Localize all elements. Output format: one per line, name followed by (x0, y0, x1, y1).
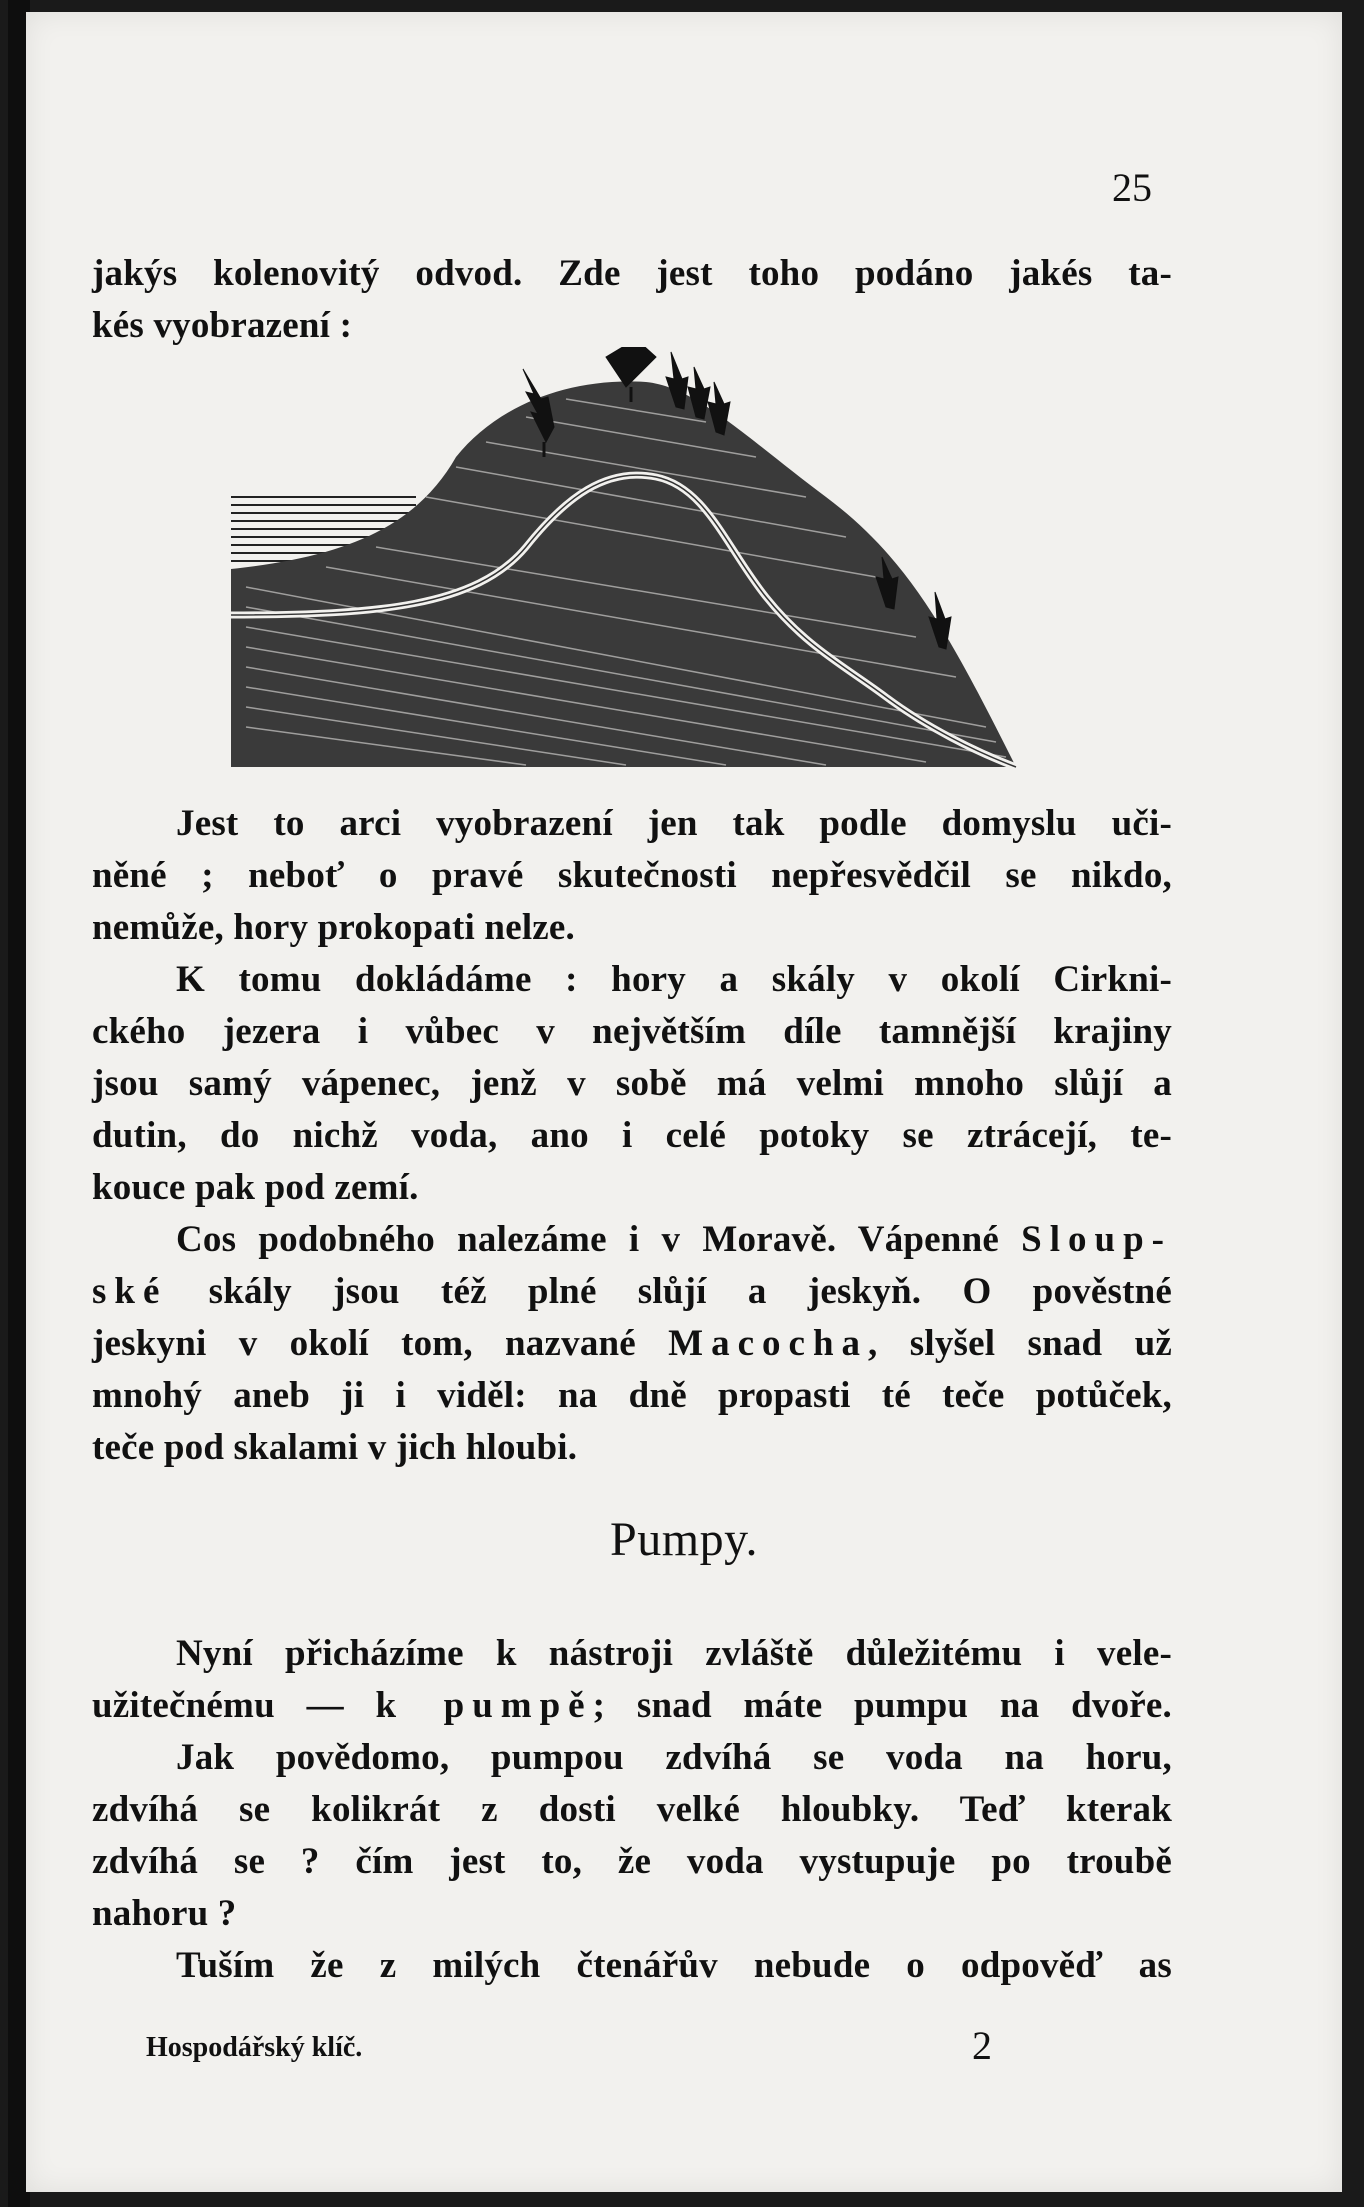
book-page (26, 12, 1342, 2192)
text-line: jsou samý vápenec, jenž v sobě má velmi mnoho slůjí a (92, 1063, 1172, 1104)
emphasis-k-pumpe: k pumpě (375, 1685, 593, 1726)
paragraph-pump-question (92, 1732, 1172, 1940)
text-fragment: , slyšel snad už (868, 1323, 1172, 1364)
text-line: kés vyobrazení : (92, 305, 353, 346)
paragraph-moravia (92, 1214, 1172, 1474)
paragraph-closing (92, 1940, 1172, 1992)
place-name-macocha: Macocha (668, 1323, 869, 1364)
text-line (92, 1266, 1172, 1318)
section-heading: Pumpy. (610, 1513, 758, 1566)
text-line: Jak povědomo, pumpou zdvíhá se voda na horu, (176, 1737, 1172, 1778)
text-line: K tomu dokládáme : hory a skály v okolí Cirkni- (176, 959, 1172, 1000)
text-line: dutin, do nichž voda, ano i celé potoky se ztrácejí, te- (92, 1115, 1172, 1156)
signature-number: 2 (972, 2023, 992, 2068)
text-line: mnohý aneb ji i viděl: na dně propasti té teče potůček, (92, 1375, 1172, 1416)
paragraph-intro (92, 248, 1172, 352)
page-number: 25 (1112, 165, 1152, 210)
text-line: zdvíhá se kolikrát z dosti velké hloubky. Teď kterak (92, 1789, 1172, 1830)
text-line: nemůže, hory prokopati nelze. (92, 907, 576, 948)
text-line: Jest to arci vyobrazení jen tak podle domyslu uči- (176, 803, 1172, 844)
text-fragment: ; snad máte pumpu na dvoře. (592, 1685, 1172, 1726)
text-line (92, 1680, 1172, 1732)
text-line (92, 1214, 1172, 1266)
text-fragment: jeskyni v okolí tom, nazvané (92, 1323, 669, 1364)
place-name-ske: ské (92, 1271, 168, 1312)
text-fragment: skály jsou též plné slůjí a jeskyň. O pověstné (167, 1271, 1172, 1312)
hill-cross-section-illustration (226, 347, 1096, 797)
text-fragment: užitečnému — (92, 1685, 376, 1726)
text-line (92, 1318, 1172, 1370)
paragraph-explanation (92, 798, 1172, 954)
text-fragment: Cos podobného nalezáme i v Moravě. Vápenné (176, 1219, 1022, 1260)
text-line: kouce pak pod zemí. (92, 1167, 419, 1208)
text-line: Nyní přicházíme k nástroji zvláště důležitému i vele- (176, 1633, 1172, 1674)
text-line: zdvíhá se ? čím jest to, že voda vystupuje po troubě (92, 1841, 1172, 1882)
text-line: ckého jezera i vůbec v největším díle tamnější krajiny (92, 1011, 1172, 1052)
text-line: něné ; neboť o pravé skutečnosti nepřesvědčil se nikdo, (92, 855, 1172, 896)
signature-mark: Hospodářský klíč. (146, 2032, 363, 2063)
text-line: teče pod skalami v jich hloubi. (92, 1427, 578, 1468)
text-line: jakýs kolenovitý odvod. Zde jest toho podáno jakés ta- (92, 253, 1172, 294)
paragraph-limestone (92, 954, 1172, 1214)
text-line: nahoru ? (92, 1893, 237, 1934)
place-name-sloup: Sloup- (1021, 1219, 1172, 1260)
text-line: Tuším že z milých čtenářův nebude o odpověď as (176, 1945, 1172, 1986)
paragraph-pump-intro (92, 1628, 1172, 1732)
